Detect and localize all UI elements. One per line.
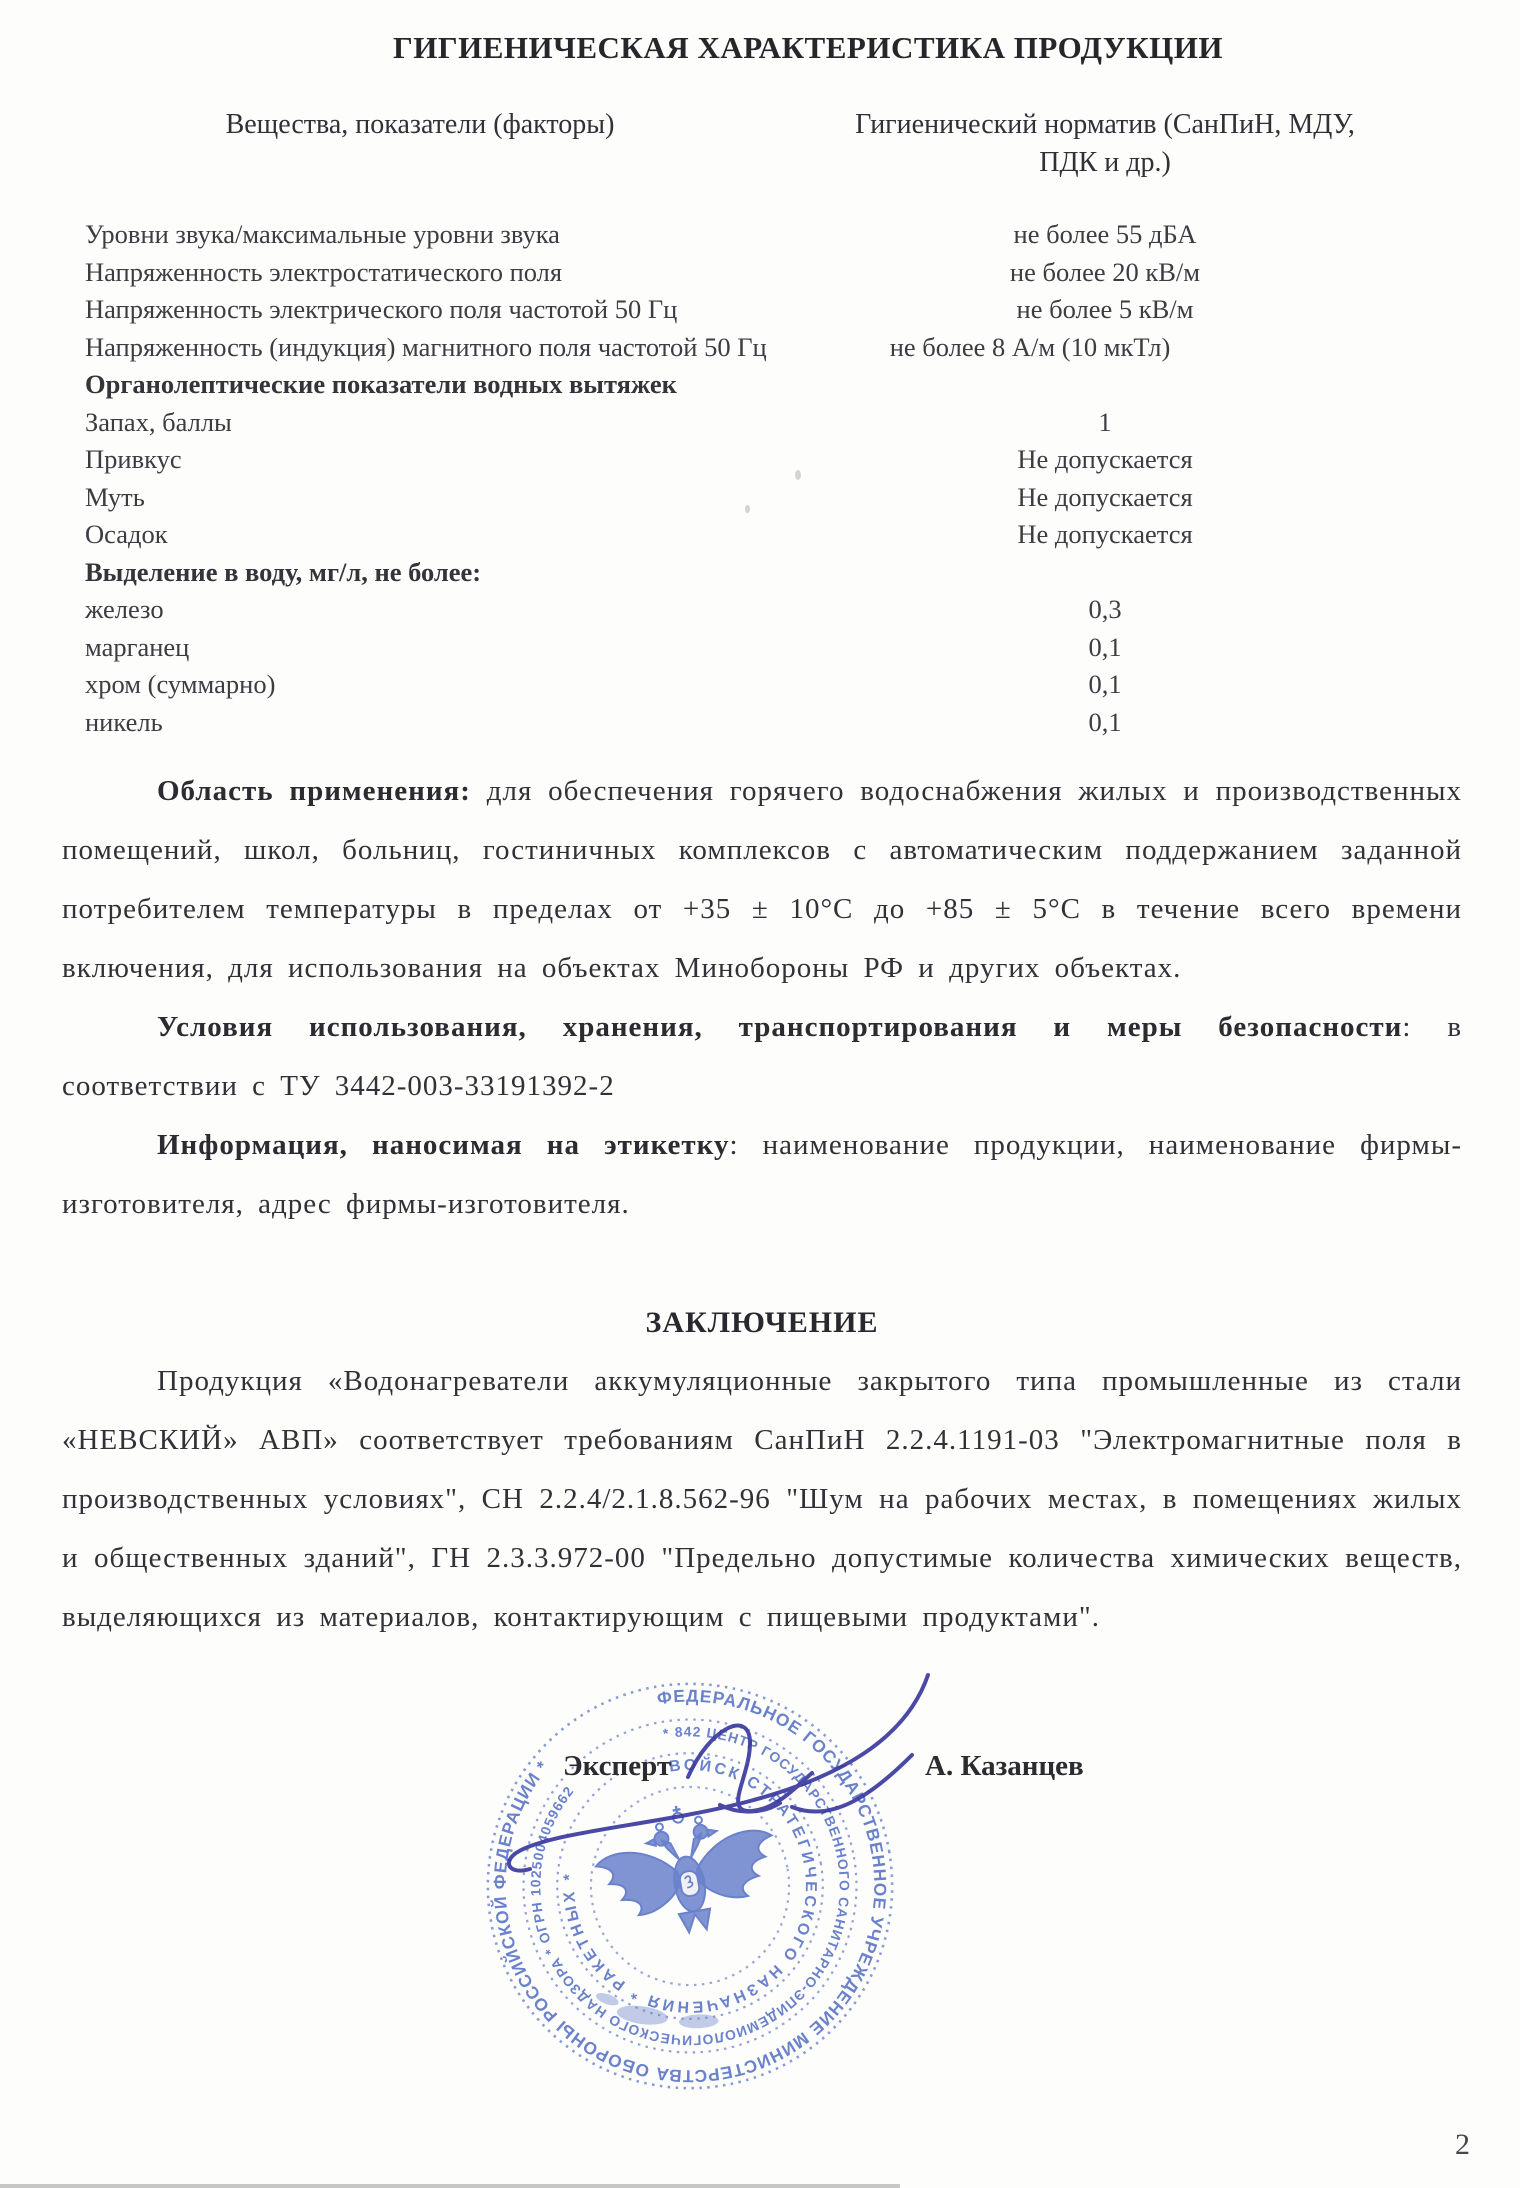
table-row xyxy=(85,404,1425,442)
table-row xyxy=(85,629,1425,667)
row-value: 0,1 xyxy=(1088,669,1122,699)
table-row xyxy=(85,291,1425,329)
usage-lead: Условия использования, хранения, транспортирования и меры безопасности xyxy=(157,1011,1403,1043)
table-row xyxy=(85,254,1425,292)
table-row xyxy=(85,441,1425,479)
row-label: хром (суммарно) xyxy=(85,669,276,699)
table-section-row xyxy=(85,554,1425,592)
scan-speck xyxy=(795,470,801,480)
stamp-ring-inner-text: ВОЙСК СТРАТЕГИЧЕСКОГО НАЗНАЧЕНИЯ * РАКЕТНЫХ * xyxy=(560,1756,820,2016)
stamp-ring-outer-text: ФЕДЕРАЛЬНОЕ ГОСУДАРСТВЕННОЕ УЧРЕЖДЕНИЕ МИНИСТЕРСТВА ОБОРОНЫ РОССИЙСКОЙ ФЕДЕРАЦИИ * xyxy=(489,1685,891,2087)
table-row xyxy=(85,591,1425,629)
row-label: Напряженность электрического поля частотой 50 Гц xyxy=(85,294,678,324)
row-value: 0,1 xyxy=(1088,631,1122,662)
table-header-norm: Гигиенический норматив (СанПиН, МДУ, ПДК и др.) xyxy=(855,109,1355,178)
section-label: Органолептические показатели водных вытяжек xyxy=(85,369,677,399)
scan-edge-artifact xyxy=(0,2184,900,2188)
row-label: никель xyxy=(85,706,163,737)
conclusion-paragraph: Продукция «Водонагреватели аккумуляционные закрытого типа промышленные из стали «НЕВСКИЙ» АВП» соответствует требованиям СанПиН 2.2.4.1191-03 "Электромагнитные поля в производственных условиях", СН 2.2.4/2.1.8.562-96 "Шум на рабочих местах, в помещениях жилых и общественных зданий", ГН 2.3.3.972-00 "Предельно допустимые количества химических веществ, выделяющихся из материалов, контактирующим с пищевыми продуктами". xyxy=(62,1365,1462,1633)
label-info-text: : наименование продукции, наименование фирмы-изготовителя, адрес фирмы-изготовителя. xyxy=(62,1129,1462,1220)
section-label: Выделение в воду, мг/л, не более: xyxy=(85,556,482,587)
row-label: Осадок xyxy=(85,519,168,549)
row-label: Напряженность электростатического поля xyxy=(85,256,563,287)
label-info-paragraph xyxy=(62,1116,1462,1234)
row-label: Напряженность (индукция) магнитного поля частотой 50 Гц xyxy=(85,331,767,362)
table-row xyxy=(85,516,1425,554)
page-number: 2 xyxy=(1455,2128,1470,2161)
document-title: ГИГИЕНИЧЕСКАЯ ХАРАКТЕРИСТИКА ПРОДУКЦИИ xyxy=(393,30,1223,65)
row-label: Привкус xyxy=(85,444,182,474)
application-paragraph xyxy=(62,762,1462,998)
row-label: железо xyxy=(85,594,164,624)
table-row xyxy=(85,704,1425,742)
row-value: Не допускается xyxy=(1017,519,1193,549)
substances-table xyxy=(85,106,1425,741)
table-row xyxy=(85,479,1425,517)
row-value: не более 55 дБА xyxy=(1013,219,1197,249)
row-value: не более 8 А/м (10 мкТл) xyxy=(889,331,1171,362)
row-label: Муть xyxy=(85,481,145,512)
row-value: не более 5 кВ/м xyxy=(1016,294,1194,324)
row-value: Не допускается xyxy=(1017,444,1193,474)
table-row xyxy=(85,329,1425,367)
row-value: Не допускается xyxy=(1017,481,1193,512)
table-header-substances: Вещества, показатели (факторы) xyxy=(225,109,615,140)
scan-speck xyxy=(745,505,750,513)
label-info-lead: Информация, наносимая на этикетку xyxy=(157,1129,730,1161)
row-value: 0,3 xyxy=(1088,594,1122,624)
table-row xyxy=(85,666,1425,704)
application-text: для обеспечения горячего водоснабжения жилых и производственных помещений, школ, больниц, гостиничных комплексов с автоматическим поддержанием заданной потребителем температуры в пределах от +35 ± 10°С до +85 ± 5°С в течение всего времени включения, для использования на объектах Минобороны РФ и других объектах. xyxy=(62,775,1462,984)
expert-name: А. Казанцев xyxy=(925,1750,1084,1782)
stamp-ring-middle-text: * 842 ЦЕНТР ГОСУДАРСТВЕННОГО САНИТАРНО-ЭПИДЕМИОЛОГИЧЕСКОГО НАДЗОРА * ОГРН 1025004059662 xyxy=(527,1723,853,2049)
document-body-text xyxy=(62,762,1462,1647)
row-value: 0,1 xyxy=(1088,706,1122,737)
row-label: марганец xyxy=(85,631,190,662)
application-lead: Область применения: xyxy=(157,775,471,807)
row-value: не более 20 кВ/м xyxy=(1009,256,1201,287)
row-label: Запах, баллы xyxy=(85,406,232,437)
expert-label: Эксперт xyxy=(563,1750,672,1782)
table-row xyxy=(85,216,1425,254)
row-label: Уровни звука/максимальные уровни звука xyxy=(85,219,560,249)
table-header-row xyxy=(85,106,1425,182)
table-section-row xyxy=(85,366,1425,404)
row-value: 1 xyxy=(1098,406,1112,437)
conclusion-heading: ЗАКЛЮЧЕНИЕ xyxy=(645,1306,879,1339)
usage-paragraph xyxy=(62,998,1462,1116)
usage-text: : в соответствии с ТУ 3442-003-33191392-2 xyxy=(62,1011,1463,1102)
